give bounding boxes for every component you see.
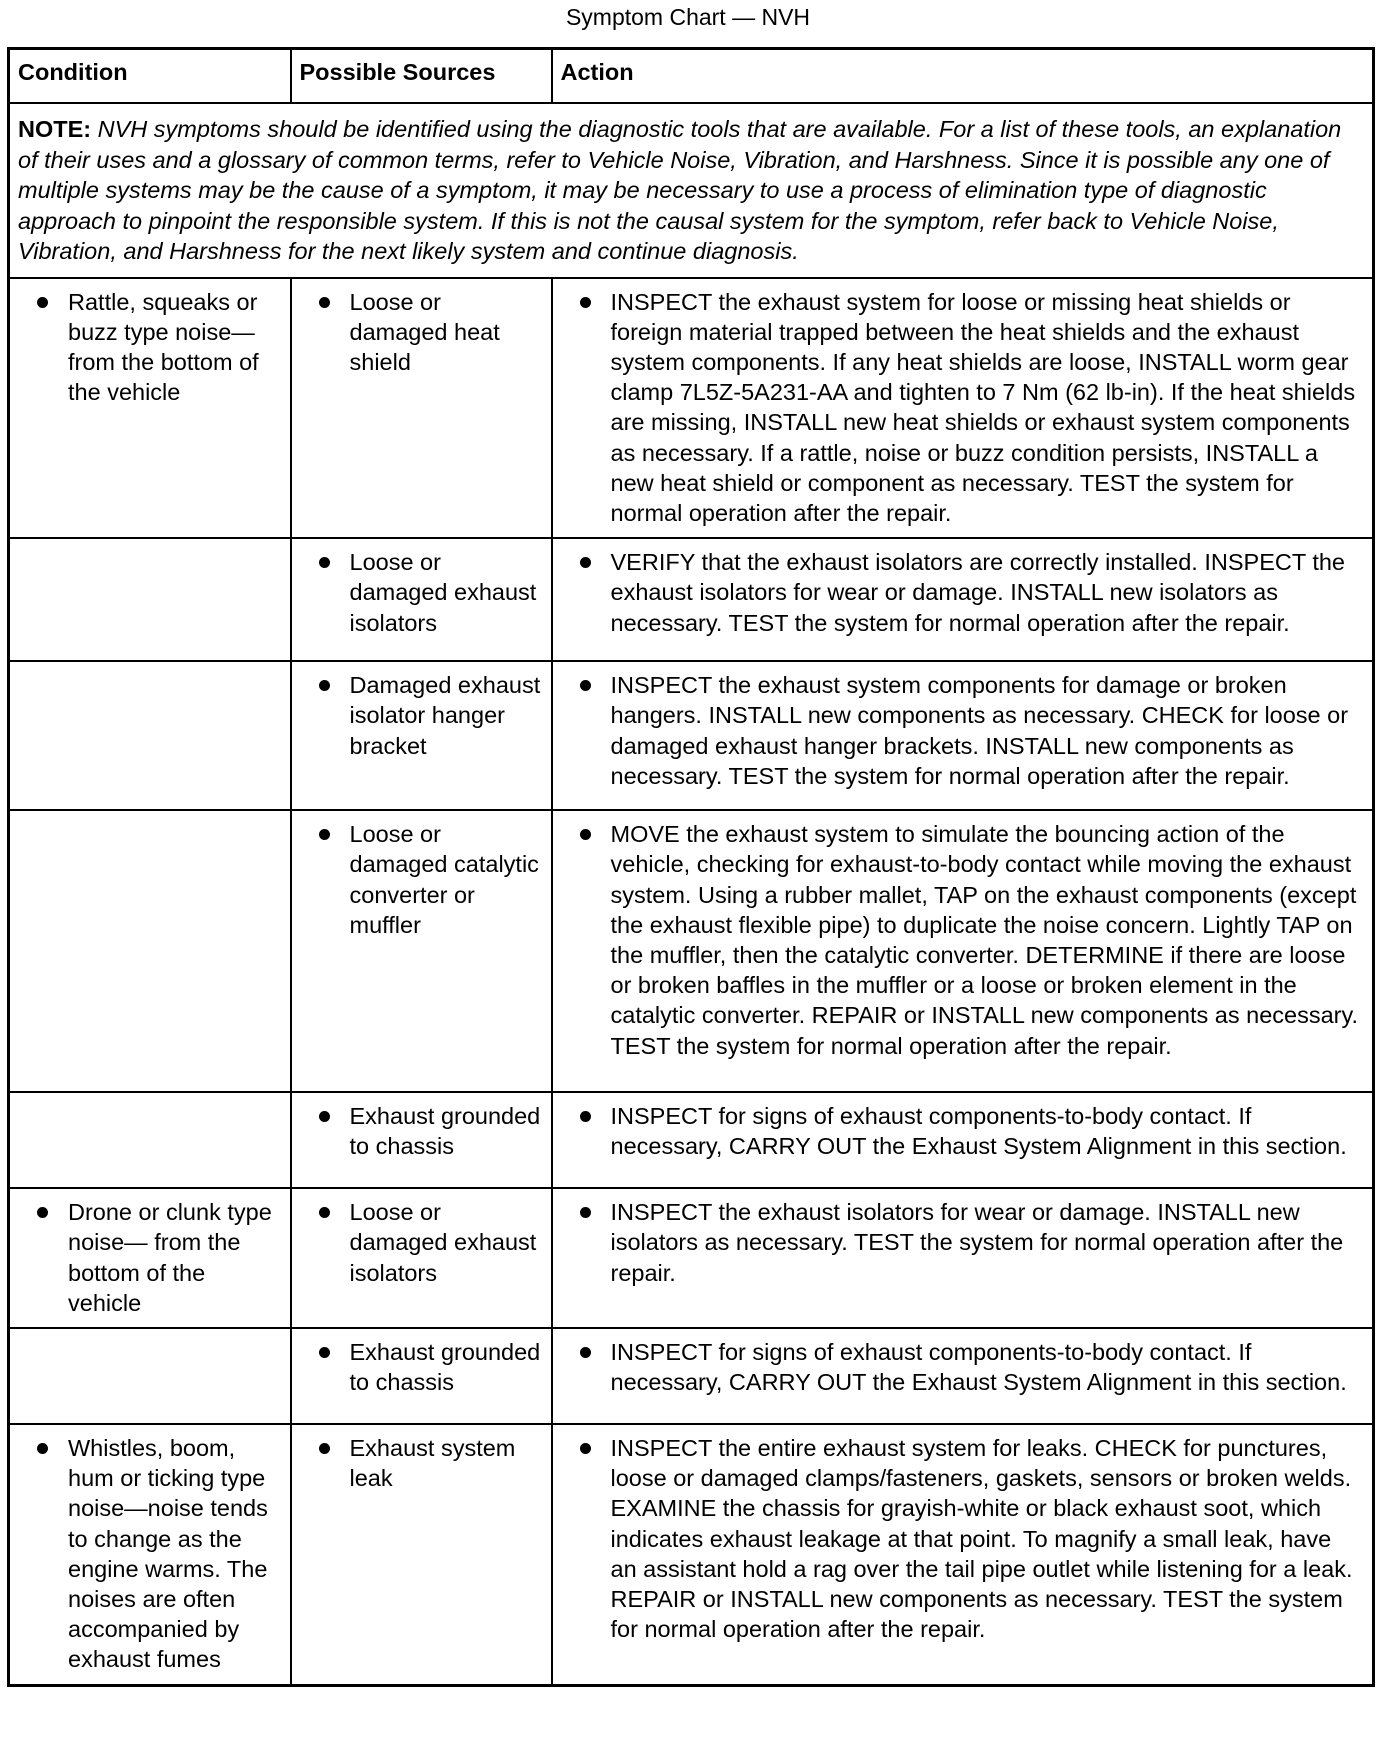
source-cell	[291, 1092, 552, 1188]
symptom-chart-table	[7, 47, 1375, 1687]
source-cell	[291, 661, 552, 810]
action-cell	[552, 1188, 1374, 1328]
source-text: Loose or damaged exhaust isolators	[292, 1197, 541, 1288]
condition-cell	[9, 1424, 291, 1685]
table-row	[9, 278, 1374, 539]
note-row	[9, 103, 1374, 278]
action-text: VERIFY that the exhaust isolators are correctly installed. INSPECT the exhaust isolators for wear or damage. INSTALL new isolators as necessary. TEST the system for normal operation after the repair.	[553, 547, 1363, 638]
action-text: INSPECT for signs of exhaust components-to-body contact. If necessary, CARRY OUT the Exhaust System Alignment in this section.	[553, 1337, 1363, 1397]
table-row	[9, 661, 1374, 810]
table-row	[9, 1328, 1374, 1424]
source-cell	[291, 278, 552, 539]
condition-cell	[9, 538, 291, 661]
action-cell	[552, 1092, 1374, 1188]
action-text: INSPECT the exhaust isolators for wear or damage. INSTALL new isolators as necessary. TEST the system for normal operation after the repair.	[553, 1197, 1363, 1288]
page-title: Symptom Chart — NVH	[565, 4, 811, 30]
source-text: Damaged exhaust isolator hanger bracket	[292, 670, 541, 761]
source-cell	[291, 1188, 552, 1328]
source-cell	[291, 538, 552, 661]
condition-text: Drone or clunk type noise— from the bottom of the vehicle	[10, 1197, 280, 1318]
condition-cell	[9, 1092, 291, 1188]
condition-cell	[9, 661, 291, 810]
source-cell	[291, 810, 552, 1092]
note-cell	[9, 103, 1374, 278]
action-text: MOVE the exhaust system to simulate the bouncing action of the vehicle, checking for exhaust-to-body contact while moving the exhaust system. Using a rubber mallet, TAP on the exhaust components (except the exhaust flexible pipe) to duplicate the noise concern. Lightly TAP on the muffler, then the catalytic converter. DETERMINE if there are loose or broken baffles in the muffler or a loose or broken element in the catalytic converter. REPAIR or INSTALL new components as necessary. TEST the system for normal operation after the repair.	[553, 819, 1363, 1061]
source-text: Exhaust system leak	[292, 1433, 541, 1493]
action-cell	[552, 538, 1374, 661]
table-row	[9, 1424, 1374, 1685]
source-text: Loose or damaged catalytic converter or muffler	[292, 819, 541, 940]
action-cell	[552, 1328, 1374, 1424]
table-row	[9, 810, 1374, 1092]
action-cell	[552, 278, 1374, 539]
source-text: Loose or damaged exhaust isolators	[292, 547, 541, 638]
condition-cell	[9, 1188, 291, 1328]
table-row	[9, 1188, 1374, 1328]
table-row	[9, 538, 1374, 661]
condition-cell	[9, 278, 291, 539]
action-cell	[552, 810, 1374, 1092]
note-label: NOTE:	[18, 116, 92, 142]
action-text: INSPECT the exhaust system for loose or missing heat shields or foreign material trapped between the heat shields and the exhaust system components. If any heat shields are loose, INSTALL worm gear clamp 7L5Z-5A231-AA and tighten to 7 Nm (62 lb-in). If the heat shields are missing, INSTALL new heat shields or exhaust system components as necessary. If a rattle, noise or buzz condition persists, INSTALL a new heat shield or component as necessary. TEST the system for normal operation after the repair.	[553, 287, 1363, 529]
condition-text: Whistles, boom, hum or ticking type noise—noise tends to change as the engine warms. The noises are often accompanied by exhaust fumes	[10, 1433, 280, 1675]
header-possible-sources: Possible Sources	[291, 49, 552, 104]
note-text: NVH symptoms should be identified using the diagnostic tools that are available. For a list of these tools, an explanation of their uses and a glossary of common terms, refer to Vehicle Noise, Vibration, and Harshness. Since it is possible any one of multiple systems may be the cause of a symptom, it may be necessary to use a process of elimination type of diagnostic approach to pinpoint the responsible system. If this is not the causal system for the symptom, refer back to Vehicle Noise, Vibration, and Harshness for the next likely system and continue diagnosis.	[18, 116, 1342, 264]
condition-cell	[9, 810, 291, 1092]
header-condition: Condition	[9, 49, 291, 104]
source-text: Exhaust grounded to chassis	[292, 1101, 541, 1161]
action-text: INSPECT the entire exhaust system for leaks. CHECK for punctures, loose or damaged clamps/fasteners, gaskets, sensors or broken welds. EXAMINE the chassis for grayish-white or black exhaust soot, which indicates exhaust leakage at that point. To magnify a small leak, have an assistant hold a rag over the tail pipe outlet while listening for a leak. REPAIR or INSTALL new components as necessary. TEST the system for normal operation after the repair.	[553, 1433, 1363, 1644]
action-cell	[552, 661, 1374, 810]
table-row	[9, 1092, 1374, 1188]
source-cell	[291, 1328, 552, 1424]
condition-cell	[9, 1328, 291, 1424]
action-cell	[552, 1424, 1374, 1685]
source-cell	[291, 1424, 552, 1685]
action-text: INSPECT for signs of exhaust components-to-body contact. If necessary, CARRY OUT the Exhaust System Alignment in this section.	[553, 1101, 1363, 1161]
header-row	[9, 49, 1374, 104]
header-action: Action	[552, 49, 1374, 104]
action-text: INSPECT the exhaust system components for damage or broken hangers. INSTALL new components as necessary. CHECK for loose or damaged exhaust hanger brackets. INSTALL new components as necessary. TEST the system for normal operation after the repair.	[553, 670, 1363, 791]
source-text: Exhaust grounded to chassis	[292, 1337, 541, 1397]
condition-text: Rattle, squeaks or buzz type noise—from the bottom of the vehicle	[10, 287, 280, 408]
source-text: Loose or damaged heat shield	[292, 287, 541, 378]
